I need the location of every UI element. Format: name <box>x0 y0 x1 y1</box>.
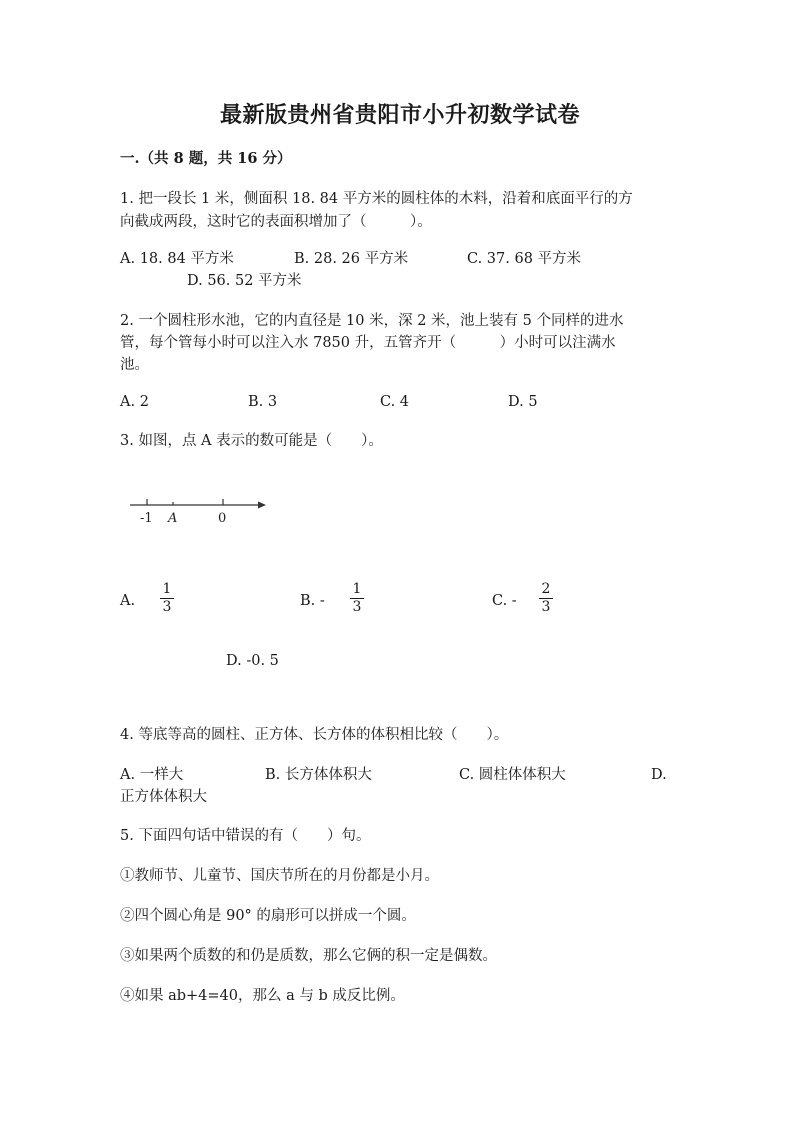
question-1-text-line1: 1. 把一段长 1 米，侧面积 18. 84 平方米的圆柱体的木料，沿着和底面平行的方 <box>120 191 633 207</box>
fraction-denominator: 3 <box>541 599 551 615</box>
question-5-statement-4: ④如果 ab+4=40，那么 a 与 b 成反比例。 <box>120 988 405 1004</box>
fraction-denominator: 3 <box>162 599 172 615</box>
question-1-text-line2: 向截成两段，这时它的表面积增加了（ ）。 <box>120 214 432 230</box>
question-5-statement-2: ②四个圆心角是 90° 的扇形可以拼成一个圆。 <box>120 908 416 924</box>
question-3-option-a-fraction[interactable] <box>159 582 175 615</box>
page-title: 最新版贵州省贵阳市小升初数学试卷 <box>219 102 580 128</box>
question-1-option-b[interactable]: B. 28. 26 平方米 <box>294 251 409 267</box>
number-line-figure <box>120 490 280 530</box>
question-4-option-c[interactable]: C. 圆柱体体积大 <box>459 767 566 783</box>
question-3-option-b-prefix[interactable]: B. - <box>300 593 325 609</box>
fraction-numerator: 2 <box>541 581 551 597</box>
label-minus-one: -1 <box>140 511 153 526</box>
question-2-option-d[interactable]: D. 5 <box>508 394 538 410</box>
question-2-option-c[interactable]: C. 4 <box>380 394 410 410</box>
question-2-text-line1: 2. 一个圆柱形水池，它的内直径是 10 米，深 2 米，池上装有 5 个同样的进水 <box>120 313 624 329</box>
section-heading: 一.（共 8 题，共 16 分） <box>120 150 292 167</box>
question-4-option-d[interactable]: D. <box>651 767 667 783</box>
question-2-option-b[interactable]: B. 3 <box>248 394 278 410</box>
question-4-option-a[interactable]: A. 一样大 <box>120 767 184 783</box>
question-3-option-c-prefix[interactable]: C. - <box>492 593 517 609</box>
question-2-text-line2: 管，每个管每小时可以注入水 7850 升，五管齐开（ ）小时可以注满水 <box>120 335 616 351</box>
question-1-option-d[interactable]: D. 56. 52 平方米 <box>187 273 302 289</box>
question-4-option-d-continued[interactable]: 正方体体积大 <box>120 789 207 805</box>
question-3-option-b-fraction[interactable] <box>349 582 365 615</box>
number-line-arrow <box>258 502 266 509</box>
question-1-option-a[interactable]: A. 18. 84 平方米 <box>120 251 234 267</box>
question-4-option-b[interactable]: B. 长方体体积大 <box>265 767 372 783</box>
question-1-option-c[interactable]: C. 37. 68 平方米 <box>467 251 582 267</box>
fraction-numerator: 1 <box>162 581 172 597</box>
question-3-option-a-prefix[interactable]: A. <box>120 593 136 609</box>
label-point-a: A <box>168 511 178 526</box>
question-3-text: 3. 如图，点 A 表示的数可能是（ ）。 <box>120 433 383 449</box>
question-3-option-d[interactable]: D. -0. 5 <box>226 653 279 669</box>
question-3-option-c-fraction[interactable] <box>538 582 554 615</box>
fraction-denominator: 3 <box>352 599 362 615</box>
question-2-text-line3: 池。 <box>120 357 149 373</box>
fraction-numerator: 1 <box>352 581 362 597</box>
question-5-text: 5. 下面四句话中错误的有（ ）句。 <box>120 828 371 844</box>
question-5-statement-3: ③如果两个质数的和仍是质数，那么它俩的积一定是偶数。 <box>120 948 497 964</box>
question-5-statement-1: ①教师节、儿童节、国庆节所在的月份都是小月。 <box>120 868 439 884</box>
question-2-option-a[interactable]: A. 2 <box>120 394 149 410</box>
question-4-text: 4. 等底等高的圆柱、正方体、长方体的体积相比较（ ）。 <box>120 727 509 743</box>
label-zero: 0 <box>218 511 227 526</box>
